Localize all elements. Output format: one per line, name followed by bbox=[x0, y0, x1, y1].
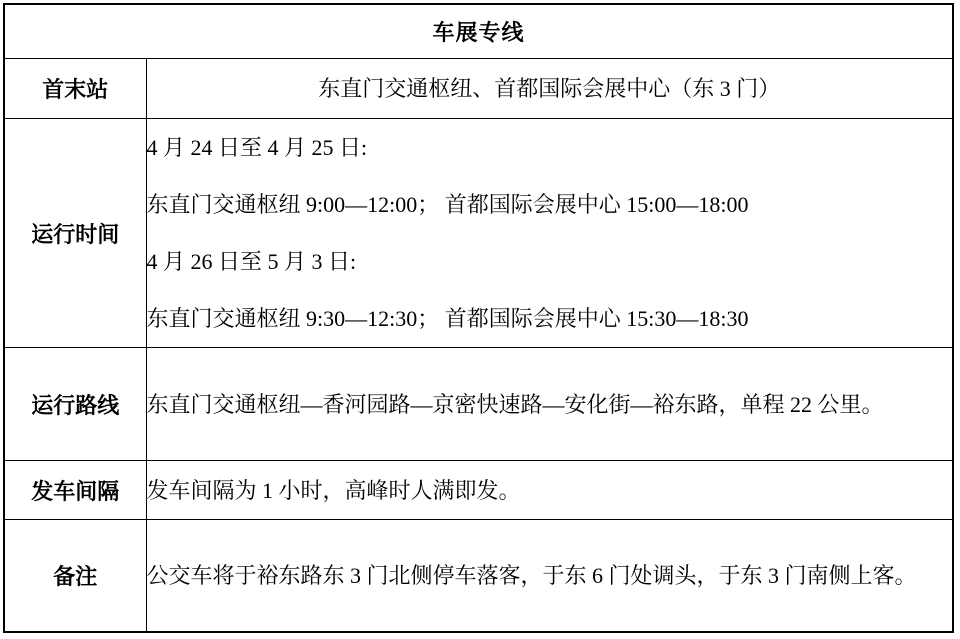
departure-interval-row-label: 发车间隔 bbox=[4, 461, 146, 520]
table-header-row bbox=[4, 4, 953, 59]
table-row bbox=[4, 119, 953, 348]
bus-route-table bbox=[3, 3, 954, 633]
table-row bbox=[4, 520, 953, 633]
route-row-label: 运行路线 bbox=[4, 348, 146, 461]
table-row bbox=[4, 59, 953, 119]
route-row-value: 东直门交通枢纽—香河园路—京密快速路—安化街—裕东路，单程 22 公里。 bbox=[146, 348, 953, 461]
terminals-row-value: 东直门交通枢纽、首都国际会展中心（东 3 门） bbox=[146, 59, 953, 119]
table-row bbox=[4, 348, 953, 461]
table-title: 车展专线 bbox=[4, 4, 953, 59]
remarks-row-label: 备注 bbox=[4, 520, 146, 633]
hours-date-range-2: 4 月 26 日至 5 月 3 日: bbox=[146, 249, 357, 274]
operating-hours-row-value bbox=[146, 119, 953, 348]
operating-hours-row-label: 运行时间 bbox=[4, 119, 146, 348]
departure-interval-row-value: 发车间隔为 1 小时，高峰时人满即发。 bbox=[146, 461, 953, 520]
hours-date-range-1: 4 月 24 日至 4 月 25 日: bbox=[146, 135, 368, 160]
terminals-row-label: 首末站 bbox=[4, 59, 146, 119]
remarks-row-value: 公交车将于裕东路东 3 门北侧停车落客，于东 6 门处调头，于东 3 门南侧上客。 bbox=[146, 520, 953, 633]
table-row bbox=[4, 461, 953, 520]
hours-schedule-2: 东直门交通枢纽 9:30—12:30； 首都国际会展中心 15:30—18:30 bbox=[146, 306, 749, 331]
hours-schedule-1: 东直门交通枢纽 9:00—12:00； 首都国际会展中心 15:00—18:00 bbox=[146, 192, 749, 217]
